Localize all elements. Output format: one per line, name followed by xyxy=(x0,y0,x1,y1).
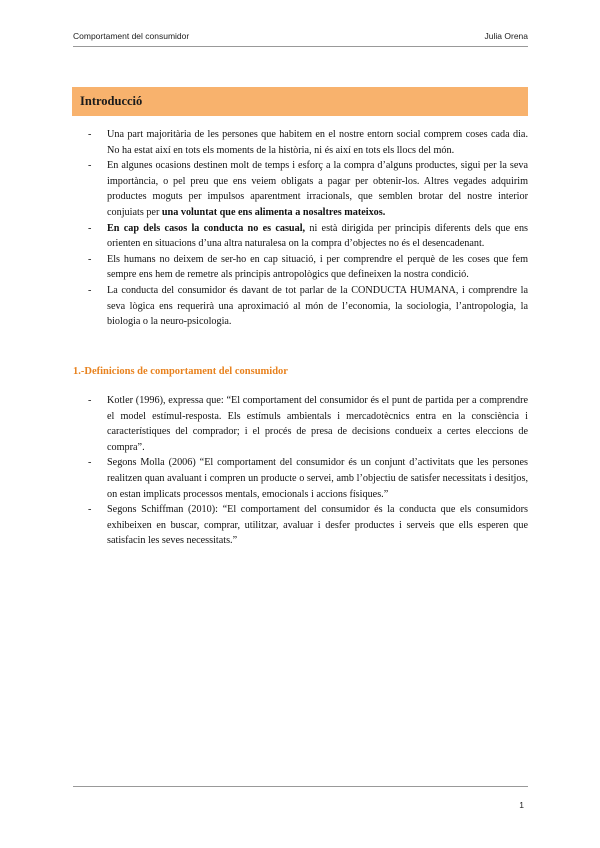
page-header xyxy=(73,31,528,45)
intro-bullet-list xyxy=(88,127,528,330)
bullet-text: Una part majoritària de les persones que habitem en el nostre entorn social comprem coses cada dia. No ha estat així en tots els moments de la història, ni és així en tots els llocs del món. xyxy=(107,129,528,156)
list-item xyxy=(88,127,528,158)
bullet-dash: - xyxy=(88,160,92,172)
section-banner xyxy=(72,87,528,116)
bullet-dash: - xyxy=(88,253,92,265)
list-item xyxy=(88,252,528,283)
list-item xyxy=(88,502,528,549)
subsection-heading: 1.-Definicions de comportament del consumidor xyxy=(73,366,288,377)
footer-divider xyxy=(73,786,528,787)
bullet-dash: - xyxy=(88,504,92,516)
page-number: 1 xyxy=(519,800,524,810)
bullet-bold-lead: En cap dels casos la conducta no es casual, xyxy=(107,222,306,234)
bullet-text: Els humans no deixem de ser-ho en cap situació, i per comprendre el perquè de les coses que fem sempre ens hem de remetre als principis antropològics que defineixen la nostra condició. xyxy=(107,253,528,281)
bullet-dash: - xyxy=(88,395,92,406)
bullet-dash: - xyxy=(88,284,92,296)
bullet-dash: - xyxy=(88,457,92,469)
bullet-text: ni està dirigida per principis diferents dels que ens orienten en situacions d’una altra naturalesa on la compra d’objectes no és el desencadenant. xyxy=(107,222,529,250)
list-item xyxy=(88,283,528,330)
header-author: Julia Orena xyxy=(484,31,528,41)
list-item xyxy=(88,455,528,502)
bullet-text: En algunes ocasions destinen molt de temps i esforç a la compra d’alguns productes, sigui per la seva importància, o pel preu que ens veiem obligats a pagar per obtenir-los. Altres vegades adquirim productes moguts per impulsos aparentment irracionals, que semblen brotar del nostre interior conjuiats per xyxy=(107,160,528,218)
list-item xyxy=(88,158,528,220)
bullet-text: La conducta del consumidor és davant de tot parlar de la CONDUCTA HUMANA, i comprendre la seva lògica ens requerirà una aproximació al món de l’economia, la sociologia, l’antropologia, la biologia o la neuro-psicologia. xyxy=(107,284,528,328)
bullet-text: Segons Molla (2006) “El comportament del consumidor és un conjunt d’activitats que les persones realitzen quan avaluant i compren un producte o servei, amb l’objectiu de satisfer necessitats i desitjos, on estan implicats processos mentals, emocionals i accions físiques.” xyxy=(107,457,528,500)
section-title: Introducció xyxy=(80,94,143,108)
bullet-dash: - xyxy=(88,129,92,140)
list-item xyxy=(88,221,528,252)
header-divider xyxy=(73,46,528,47)
header-document-title: Comportament del consumidor xyxy=(73,31,190,41)
bullet-dash: - xyxy=(88,222,92,234)
list-item xyxy=(88,393,528,455)
bullet-text: Kotler (1996), expressa que: “El comportament del consumidor és el punt de partida per a comprendre el model estímul-resposta. Els estímuls ambientals i mercadotècnics entra en la consciència i característiques del comprador; i el procés de presa de decisions condueix a certes eleccions de compra”. xyxy=(107,395,528,453)
bullet-bold-text: una voluntat que ens alimenta a nosaltres mateixos. xyxy=(161,206,386,218)
bullet-text: Segons Schiffman (2010): “El comportament del consumidor és la conducta que els consumidors exhibeixen en buscar, comprar, utilitzar, avaluar i desfer productes i serveis que ells esperen que satisfacin les seves necessitats.” xyxy=(107,504,528,547)
definitions-bullet-list xyxy=(88,393,528,549)
